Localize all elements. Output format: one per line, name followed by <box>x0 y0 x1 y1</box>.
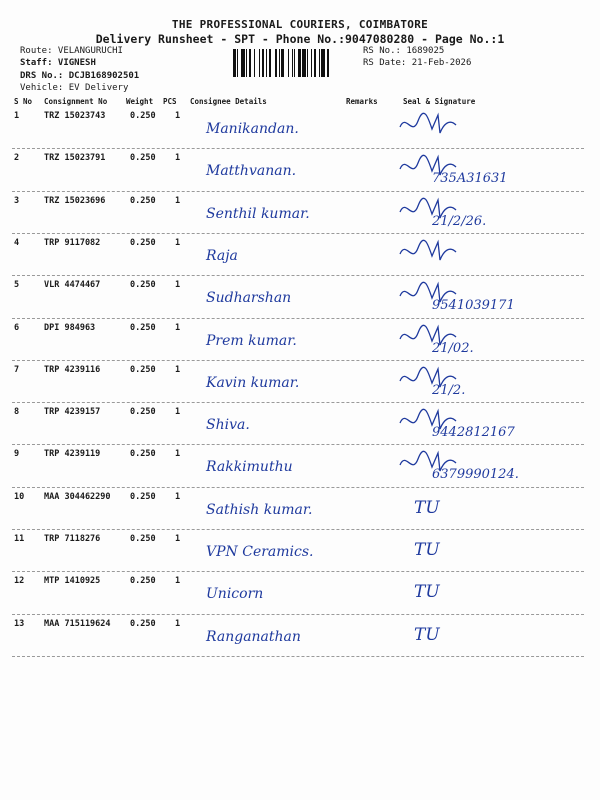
vehicle-label: Vehicle: EV Delivery <box>20 83 129 93</box>
row-weight: 0.250 <box>130 576 156 587</box>
row-consignment-no: TRP 9117082 <box>44 237 101 248</box>
row-consignee-handwritten: Sathish kumar. <box>206 501 313 518</box>
row-sno: 10 <box>14 491 25 502</box>
row-sno: 3 <box>14 195 20 206</box>
row-divider <box>12 318 584 319</box>
col-consignee: Consignee Details <box>190 97 267 106</box>
row-consignment-no: TRP 7118276 <box>44 534 101 544</box>
company-title: THE PROFESSIONAL COURIERS, COIMBATORE <box>171 18 429 31</box>
col-consignment: Consignment No <box>44 97 108 106</box>
row-sno: 8 <box>14 407 20 418</box>
row-pcs: 1 <box>175 534 181 544</box>
row-signature-note: TU <box>414 497 440 518</box>
col-seal-signature: Seal & Signature <box>403 97 476 106</box>
runsheet-subtitle: Delivery Runsheet - SPT - Phone No.:9047080280 - Page No.:1 <box>95 32 505 46</box>
row-divider <box>12 148 584 149</box>
row-signature-note: 6379990124. <box>432 467 519 483</box>
row-consignment-no: VLR 4474467 <box>44 280 101 291</box>
col-sno: S No <box>14 97 33 106</box>
row-divider <box>12 275 584 276</box>
col-pcs: PCS <box>163 97 177 106</box>
row-divider <box>12 571 584 572</box>
row-signature-note: TU <box>414 624 440 645</box>
rs-number: RS No.: 1689025 <box>363 46 445 56</box>
row-signature-note: 9541039171 <box>432 298 515 314</box>
row-signature-note: 9442812167 <box>432 425 515 441</box>
row-pcs: 1 <box>175 576 181 587</box>
row-consignment-no: TRP 4239157 <box>44 407 101 418</box>
row-consignment-no: TRZ 15023743 <box>44 111 106 121</box>
row-signature-note: 735A31631 <box>432 171 508 187</box>
row-weight: 0.250 <box>130 153 156 164</box>
row-divider <box>12 656 584 657</box>
barcode <box>233 49 357 77</box>
row-consignment-no: MAA 715119624 <box>44 618 111 629</box>
row-weight: 0.250 <box>130 195 156 206</box>
row-pcs: 1 <box>175 153 181 164</box>
row-sno: 4 <box>14 237 20 248</box>
row-consignment-no: TRP 4239116 <box>44 364 101 375</box>
row-divider <box>12 402 584 403</box>
row-weight: 0.250 <box>130 322 156 333</box>
drs-number: DRS No.: DCJB168902501 <box>20 71 140 81</box>
row-pcs: 1 <box>175 280 181 291</box>
col-weight: Weight <box>126 97 154 106</box>
row-pcs: 1 <box>175 618 181 629</box>
row-divider <box>12 360 584 361</box>
row-signature-note: TU <box>414 540 440 560</box>
row-sno: 13 <box>14 618 25 629</box>
row-weight: 0.250 <box>130 111 156 121</box>
row-signature-note: 21/02. <box>432 340 474 356</box>
row-consignee-handwritten: VPN Ceramics. <box>206 544 314 560</box>
row-consignee-handwritten: Sudharshan <box>206 290 292 307</box>
row-sno: 9 <box>14 449 20 460</box>
row-consignment-no: TRP 4239119 <box>44 449 101 460</box>
row-weight: 0.250 <box>130 618 156 629</box>
row-consignment-no: MTP 1410925 <box>44 576 101 587</box>
row-weight: 0.250 <box>130 534 156 544</box>
row-divider <box>12 614 584 615</box>
row-consignee-handwritten: Raja <box>206 247 238 264</box>
row-weight: 0.250 <box>130 491 156 502</box>
row-divider <box>12 191 584 192</box>
row-sno: 11 <box>14 534 25 544</box>
staff-label: Staff: VIGNESH <box>20 58 96 68</box>
row-sno: 6 <box>14 322 20 333</box>
row-sno: 7 <box>14 364 20 375</box>
row-consignee-handwritten: Kavin kumar. <box>206 374 300 391</box>
row-weight: 0.250 <box>130 449 156 460</box>
row-consignee-handwritten: Rakkimuthu <box>206 459 293 476</box>
row-consignee-handwritten: Unicorn <box>206 586 264 603</box>
row-pcs: 1 <box>175 195 181 206</box>
row-pcs: 1 <box>175 491 181 502</box>
row-divider <box>12 233 584 234</box>
row-consignment-no: TRZ 15023791 <box>44 153 106 164</box>
row-pcs: 1 <box>175 364 181 375</box>
row-pcs: 1 <box>175 322 181 333</box>
row-signature-note: TU <box>414 582 440 603</box>
rs-date: RS Date: 21-Feb-2026 <box>363 58 472 68</box>
row-divider <box>12 444 584 445</box>
row-consignment-no: DPI 984963 <box>44 322 96 333</box>
row-weight: 0.250 <box>130 364 156 375</box>
row-divider <box>12 487 584 488</box>
row-consignee-handwritten: Shiva. <box>206 417 250 434</box>
row-sno: 1 <box>14 111 20 121</box>
row-weight: 0.250 <box>130 407 156 418</box>
row-sno: 12 <box>14 576 25 587</box>
row-consignee-handwritten: Prem kumar. <box>206 332 297 349</box>
row-consignment-no: TRZ 15023696 <box>44 195 106 206</box>
route-label: Route: VELANGURUCHI <box>20 46 123 56</box>
row-weight: 0.250 <box>130 280 156 291</box>
row-signature-note: 21/2. <box>432 382 466 398</box>
row-sno: 2 <box>14 153 20 164</box>
row-pcs: 1 <box>175 237 181 248</box>
row-consignee-handwritten: Senthil kumar. <box>206 205 310 222</box>
row-consignee-handwritten: Ranganathan <box>206 628 301 645</box>
row-pcs: 1 <box>175 407 181 418</box>
row-consignee-handwritten: Matthvanan. <box>206 163 297 180</box>
row-pcs: 1 <box>175 449 181 460</box>
row-signature-note: 21/2/26. <box>432 213 487 229</box>
col-remarks: Remarks <box>346 97 378 106</box>
row-consignee-handwritten: Manikandan. <box>206 121 299 137</box>
row-divider <box>12 529 584 530</box>
row-sno: 5 <box>14 280 20 291</box>
row-consignment-no: MAA 304462290 <box>44 491 111 502</box>
row-pcs: 1 <box>175 111 181 121</box>
row-weight: 0.250 <box>130 237 156 248</box>
